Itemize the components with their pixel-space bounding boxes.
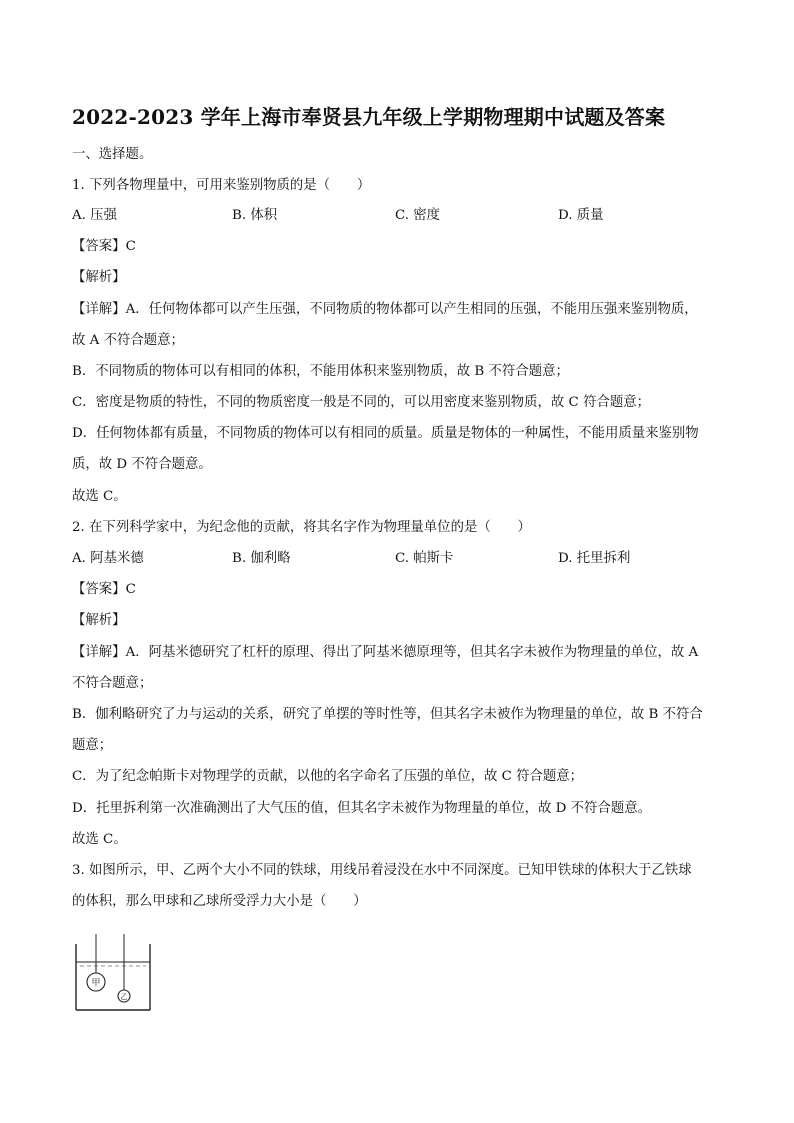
- option-b: B. 体积: [232, 208, 278, 223]
- option-a: A. 阿基米德: [72, 551, 144, 566]
- question-3-stem-line-2: 的体积，那么甲球和乙球所受浮力大小是（ ）: [72, 894, 367, 909]
- answer-value: C: [125, 582, 136, 597]
- question-1-options: [72, 206, 732, 226]
- option-b: B. 伽利略: [232, 551, 291, 566]
- detail-tag: 【详解】: [72, 302, 126, 317]
- question-1-answer: [72, 237, 732, 257]
- question-2-detail-line-1: [72, 643, 732, 663]
- question-2-conclusion: 故选 C。: [72, 832, 127, 847]
- question-2-detail-line-6: D．托里拆利第一次准确测出了大气压的值，但其名字未被作为物理量的单位，故 D 不符合题意。: [72, 801, 651, 816]
- beaker-figure: [72, 930, 158, 1014]
- option-a: A. 压强: [72, 208, 117, 223]
- label-jia: 甲: [91, 978, 101, 989]
- question-2-detail-line-3: B．伽利略研究了力与运动的关系，研究了单摆的等时性等，但其名字未被作为物理量的单位，故 B 不符合: [72, 707, 703, 722]
- answer-value: C: [125, 239, 136, 254]
- question-1-conclusion: 故选 C。: [72, 489, 127, 504]
- question-2-stem: 2. 在下列科学家中，为纪念他的贡献，将其名字作为物理量单位的是（ ）: [72, 520, 531, 535]
- question-3-stem-line-1: 3. 如图所示，甲、乙两个大小不同的铁球，用线吊着浸没在水中不同深度。已知甲铁球的体积大于乙铁球: [72, 863, 692, 878]
- question-2-analysis-tag: 【解析】: [72, 613, 126, 628]
- question-1-detail-line-1: [72, 300, 732, 320]
- option-d: D. 托里拆利: [558, 551, 631, 566]
- page-title: 2022-2023 学年上海市奉贤县九年级上学期物理期中试题及答案: [72, 105, 666, 129]
- option-c: C. 帕斯卡: [395, 551, 454, 566]
- question-1-detail-line-4: C．密度是物质的特性，不同的物质密度一般是不同的，可以用密度来鉴别物质，故 C 符合题意；: [72, 395, 651, 410]
- question-1-stem: 1. 下列各物理量中，可用来鉴别物质的是（ ）: [72, 178, 371, 193]
- detail-text: A．任何物体都可以产生压强，不同物质的物体都可以产生相同的压强，不能用压强来鉴别物质，: [125, 302, 698, 317]
- answer-tag: 【答案】: [72, 239, 126, 254]
- question-2-detail-line-5: C．为了纪念帕斯卡对物理学的贡献，以他的名字命名了压强的单位，故 C 符合题意；: [72, 769, 584, 784]
- question-1-detail-line-3: B．不同物质的物体可以有相同的体积，不能用体积来鉴别物质，故 B 不符合题意；: [72, 364, 569, 379]
- question-1-detail-line-6: 质，故 D 不符合题意。: [72, 457, 212, 472]
- label-yi: 乙: [120, 993, 128, 1001]
- question-1-detail-line-5: D．任何物体都有质量，不同物质的物体可以有相同的质量。质量是物体的一种属性，不能用质量来鉴别物: [72, 426, 699, 441]
- option-d: D. 质量: [558, 208, 604, 223]
- question-2-detail-line-2: 不符合题意；: [72, 676, 153, 691]
- question-2-options: [72, 549, 732, 569]
- detail-tag: 【详解】: [72, 645, 126, 660]
- question-1-detail-line-2: 故 A 不符合题意；: [72, 333, 184, 348]
- question-2-answer: [72, 580, 732, 600]
- detail-text: A．阿基米德研究了杠杆的原理、得出了阿基米德原理等，但其名字未被作为物理量的单位，故 A: [125, 645, 699, 660]
- option-c: C. 密度: [395, 208, 441, 223]
- question-2-detail-line-4: 题意；: [72, 738, 113, 753]
- section-heading: 一、选择题。: [72, 147, 153, 162]
- question-1-analysis-tag: 【解析】: [72, 270, 126, 285]
- answer-tag: 【答案】: [72, 582, 126, 597]
